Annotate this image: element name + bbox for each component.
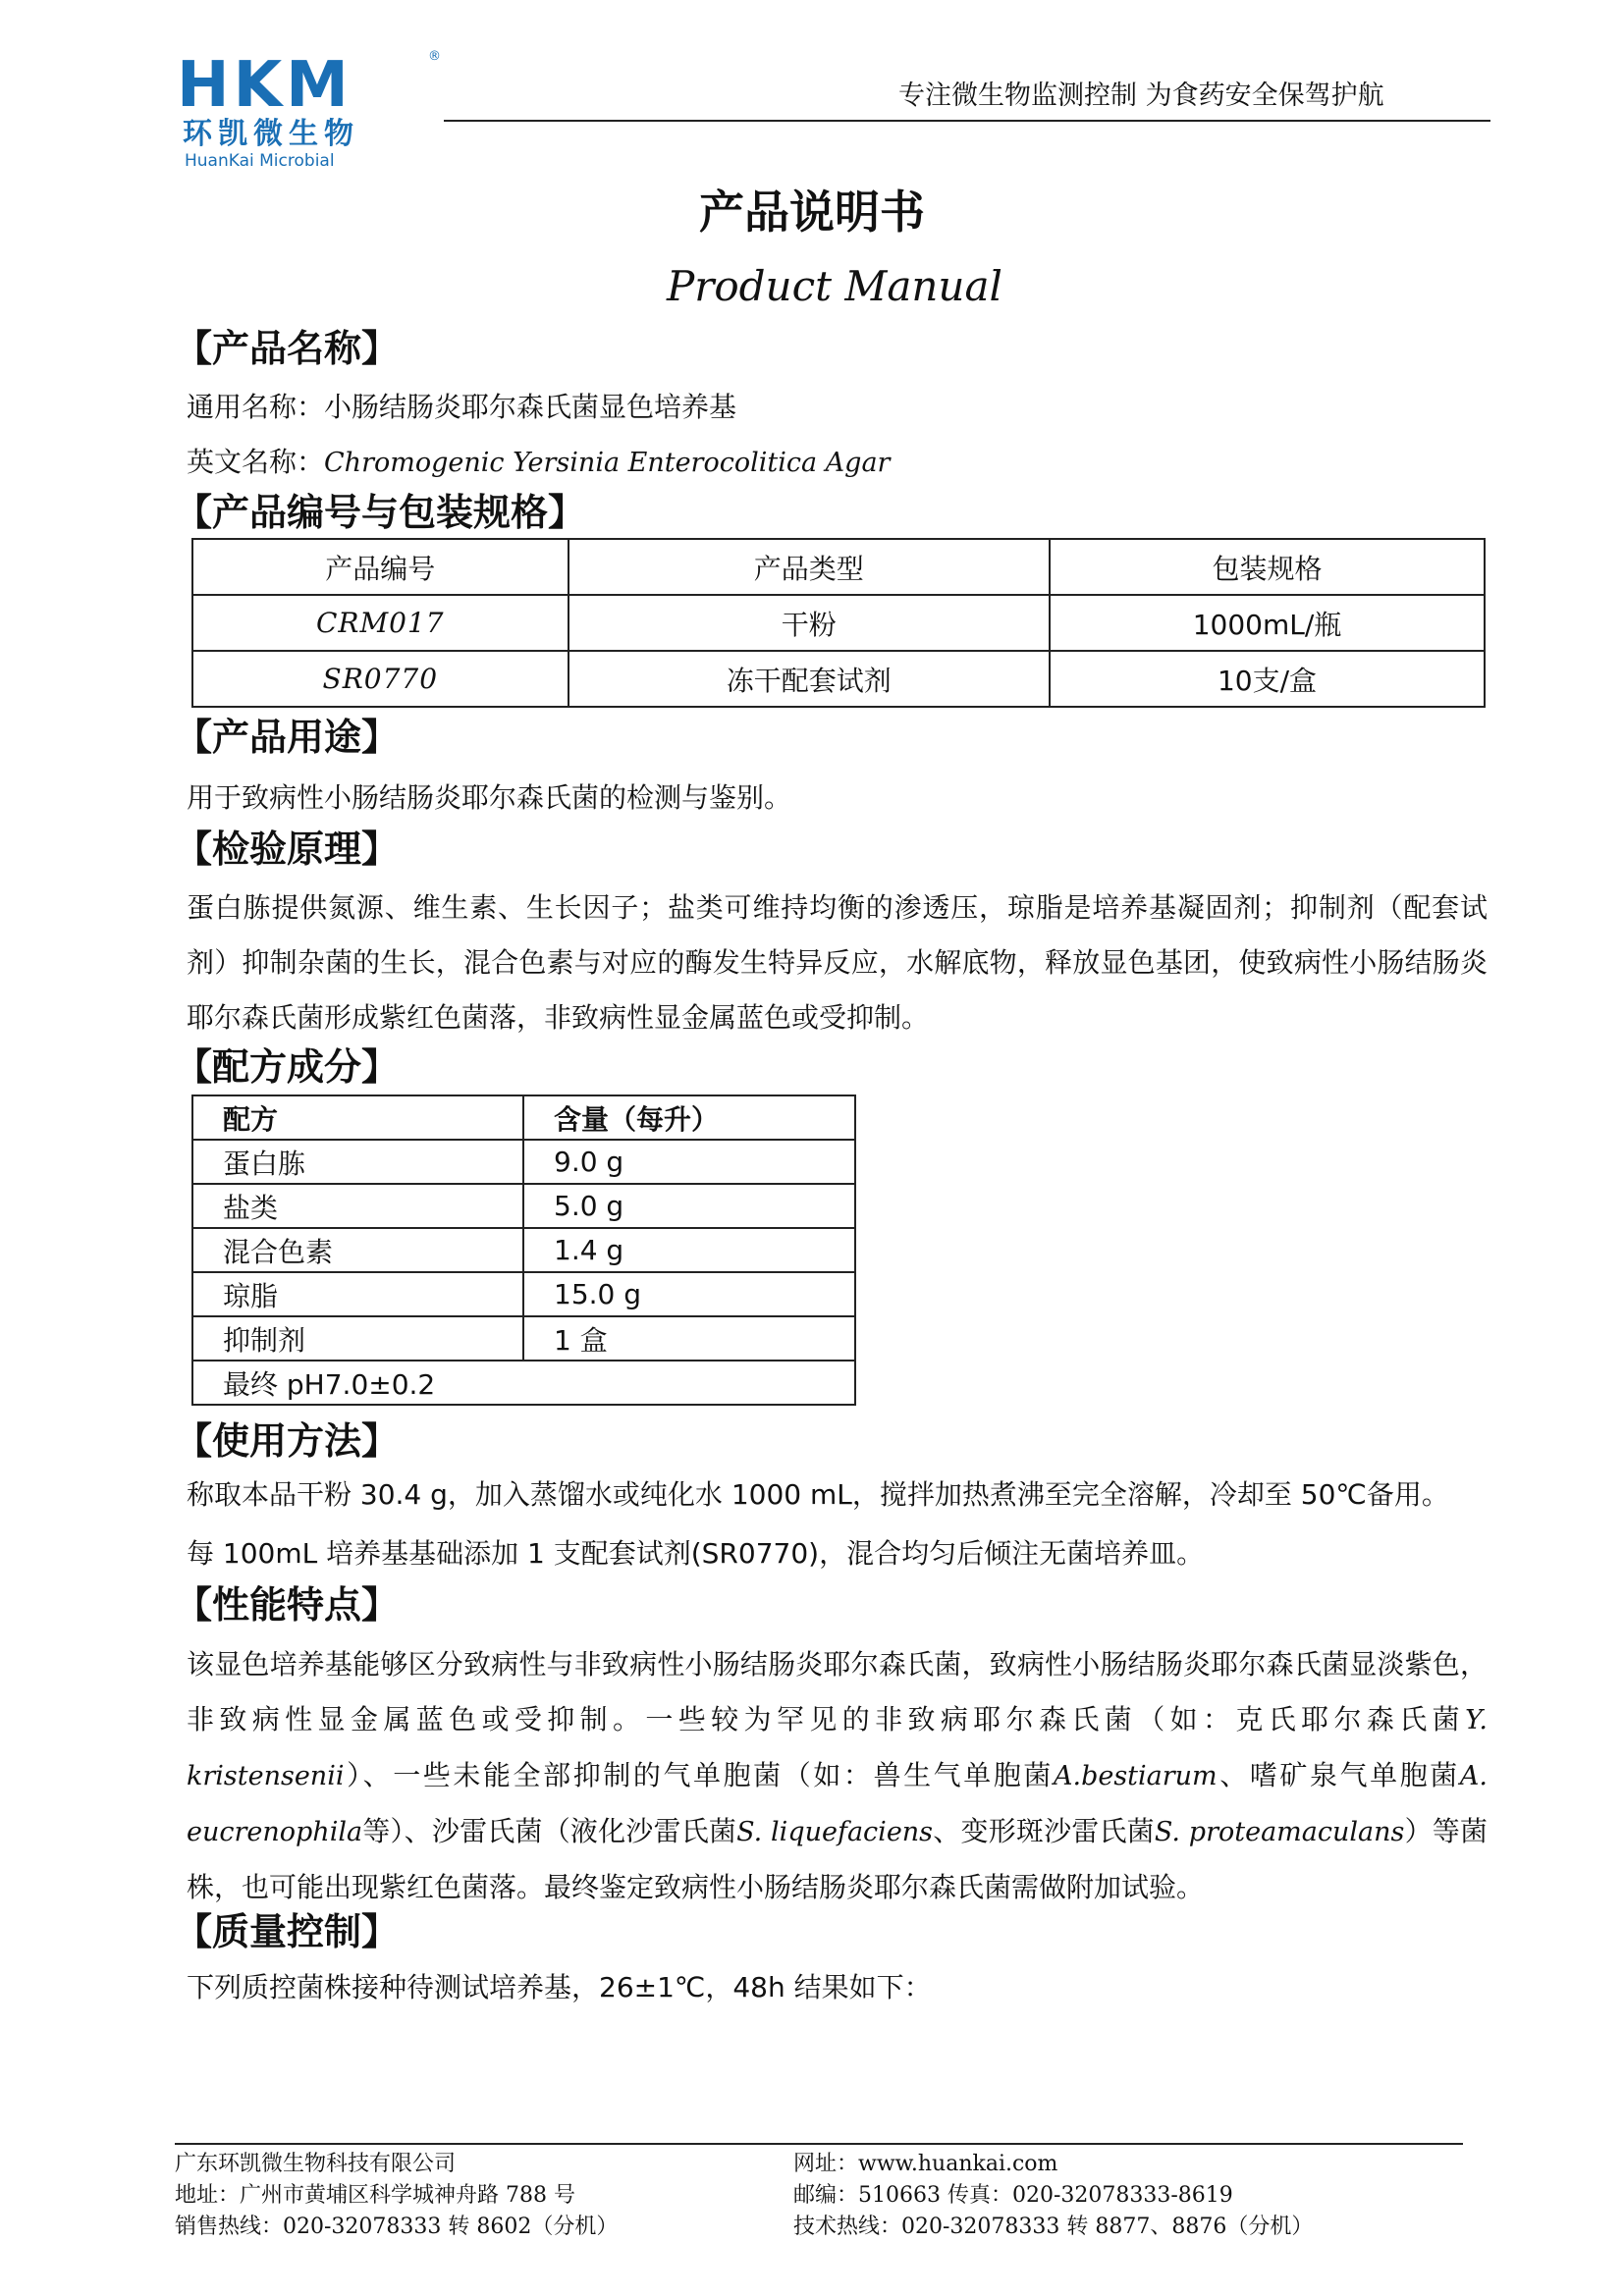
table-row — [192, 1140, 855, 1184]
table-row — [192, 1316, 855, 1361]
table-cell: 15.0 g — [523, 1272, 855, 1316]
english-name-label: 英文名称： — [187, 446, 325, 478]
document-title-cn: 产品说明书 — [699, 186, 925, 239]
table-cell: 混合色素 — [192, 1228, 523, 1272]
features-text-part: 该显色培养基能够区分致病性与非致病性小肠结肠炎耶尔森氏菌，致病性小肠结肠炎耶尔森氏菌显淡紫色，非致病性显金属蓝色或受抑制。一些较为罕见的非致病耶尔森氏菌（如：克氏耶尔森氏菌 — [187, 1648, 1488, 1735]
species-name: Y. kristensenii — [187, 1705, 1488, 1791]
common-name-line — [187, 385, 736, 430]
footer-address: 地址：广州市黄埔区科学城神舟路 788 号 — [175, 2183, 575, 2208]
table-header-cell: 产品编号 — [192, 539, 568, 595]
section-heading-features: 【性能特点】 — [175, 1583, 400, 1627]
species-name: A. eucrenophila — [187, 1761, 1488, 1847]
section-heading-formula: 【配方成分】 — [175, 1045, 400, 1089]
use-text: 用于致病性小肠结肠炎耶尔森氏菌的检测与鉴别。 — [187, 781, 792, 814]
table-cell: 9.0 g — [523, 1140, 855, 1184]
header-divider — [444, 120, 1490, 122]
english-name-value: Chromogenic Yersinia Enterocolitica Agar — [324, 448, 891, 478]
table-row — [192, 595, 1485, 651]
table-cell: 盐类 — [192, 1184, 523, 1228]
logo-english-name: HuanKai Microbial — [185, 151, 335, 171]
footer-divider — [175, 2143, 1463, 2145]
table-row — [192, 1228, 855, 1272]
logo-brand: HKM — [177, 49, 352, 122]
final-ph-cell: 最终 pH7.0±0.2 — [192, 1361, 855, 1405]
common-name-label: 通用名称： — [187, 391, 325, 423]
english-name-line — [187, 440, 890, 486]
features-text-part: 、变形斑沙雷氏菌 — [933, 1815, 1155, 1847]
logo-registered-mark: ® — [428, 49, 441, 64]
features-text-part: 、嗜矿泉气单胞菌 — [1217, 1759, 1460, 1791]
table-cell: CRM017 — [192, 595, 568, 651]
table-header-cell: 配方 — [192, 1095, 523, 1140]
footer-website[interactable]: 网址：www.huankai.com — [793, 2152, 1058, 2176]
table-cell: SR0770 — [192, 651, 568, 707]
section-heading-product-name: 【产品名称】 — [175, 327, 400, 370]
table-row — [192, 651, 1485, 707]
usage-line-2: 每 100mL 培养基基础添加 1 支配套试剂(SR0770)，混合均匀后倾注无菌培养皿。 — [187, 1537, 1205, 1570]
qc-text: 下列质控菌株接种待测试培养基，26±1℃，48h 结果如下： — [187, 1971, 932, 2003]
header-slogan: 专注微生物监测控制 为食药安全保驾护航 — [898, 80, 1384, 111]
packaging-table — [191, 538, 1486, 708]
table-cell: 冻干配套试剂 — [568, 651, 1050, 707]
table-header-row — [192, 1095, 855, 1140]
table-row — [192, 1361, 855, 1405]
table-row — [192, 1272, 855, 1316]
section-heading-packaging: 【产品编号与包装规格】 — [175, 491, 586, 534]
species-name: S. liquefaciens — [736, 1817, 934, 1847]
section-heading-principle: 【检验原理】 — [175, 828, 400, 871]
table-cell: 琼脂 — [192, 1272, 523, 1316]
table-cell: 1.4 g — [523, 1228, 855, 1272]
table-header-cell: 包装规格 — [1050, 539, 1485, 595]
table-cell: 蛋白胨 — [192, 1140, 523, 1184]
principle-text: 蛋白胨提供氮源、维生素、生长因子；盐类可维持均衡的渗透压，琼脂是培养基凝固剂；抑制剂（配套试剂）抑制杂菌的生长，混合色素与对应的酶发生特异反应，水解底物，释放显色基团，使致病性小肠结肠炎耶尔森氏菌形成紫红色菌落，非致病性显金属蓝色或受抑制。 — [187, 891, 1488, 1034]
table-row — [192, 1184, 855, 1228]
table-cell: 1 盒 — [523, 1316, 855, 1361]
document-title-en: Product Manual — [667, 262, 1002, 310]
table-cell: 干粉 — [568, 595, 1050, 651]
usage-line-1: 称取本品干粉 30.4 g，加入蒸馏水或纯化水 1000 mL，搅拌加热煮沸至完全溶解，冷却至 50℃备用。 — [187, 1478, 1449, 1511]
section-heading-usage: 【使用方法】 — [175, 1419, 400, 1463]
species-name: S. proteamaculans — [1154, 1817, 1405, 1847]
features-text — [187, 1637, 1488, 1915]
table-cell: 10支/盒 — [1050, 651, 1485, 707]
footer-sales-hotline: 销售热线：020-32078333 转 8602（分机） — [175, 2215, 619, 2239]
logo-chinese-name: 环凯微生物 — [183, 117, 359, 151]
features-text-part: 等）、沙雷氏菌（液化沙雷氏菌 — [362, 1815, 737, 1847]
table-cell: 1000mL/瓶 — [1050, 595, 1485, 651]
section-heading-use: 【产品用途】 — [175, 716, 400, 759]
features-text-part: ）等菌株，也可能出现紫红色菌落。最终鉴定致病性小肠结肠炎耶尔森氏菌需做附加试验。 — [187, 1815, 1488, 1903]
section-heading-qc: 【质量控制】 — [175, 1910, 400, 1953]
footer-postcode-fax: 邮编：510663 传真：020-32078333-8619 — [793, 2183, 1233, 2208]
table-header-cell: 产品类型 — [568, 539, 1050, 595]
formula-table — [191, 1095, 856, 1406]
table-header-row — [192, 539, 1485, 595]
footer-company: 广东环凯微生物科技有限公司 — [175, 2152, 457, 2176]
table-cell: 5.0 g — [523, 1184, 855, 1228]
brand-logo — [177, 49, 452, 172]
common-name-value: 小肠结肠炎耶尔森氏菌显色培养基 — [324, 391, 737, 423]
table-cell: 抑制剂 — [192, 1316, 523, 1361]
species-name: A.bestiarum — [1053, 1761, 1218, 1791]
footer-tech-hotline: 技术热线：020-32078333 转 8877、8876（分机） — [793, 2215, 1314, 2239]
table-header-cell: 含量（每升） — [523, 1095, 855, 1140]
features-text-part: ）、一些未能全部抑制的气单胞菌（如：兽生气单胞菌 — [344, 1759, 1054, 1791]
